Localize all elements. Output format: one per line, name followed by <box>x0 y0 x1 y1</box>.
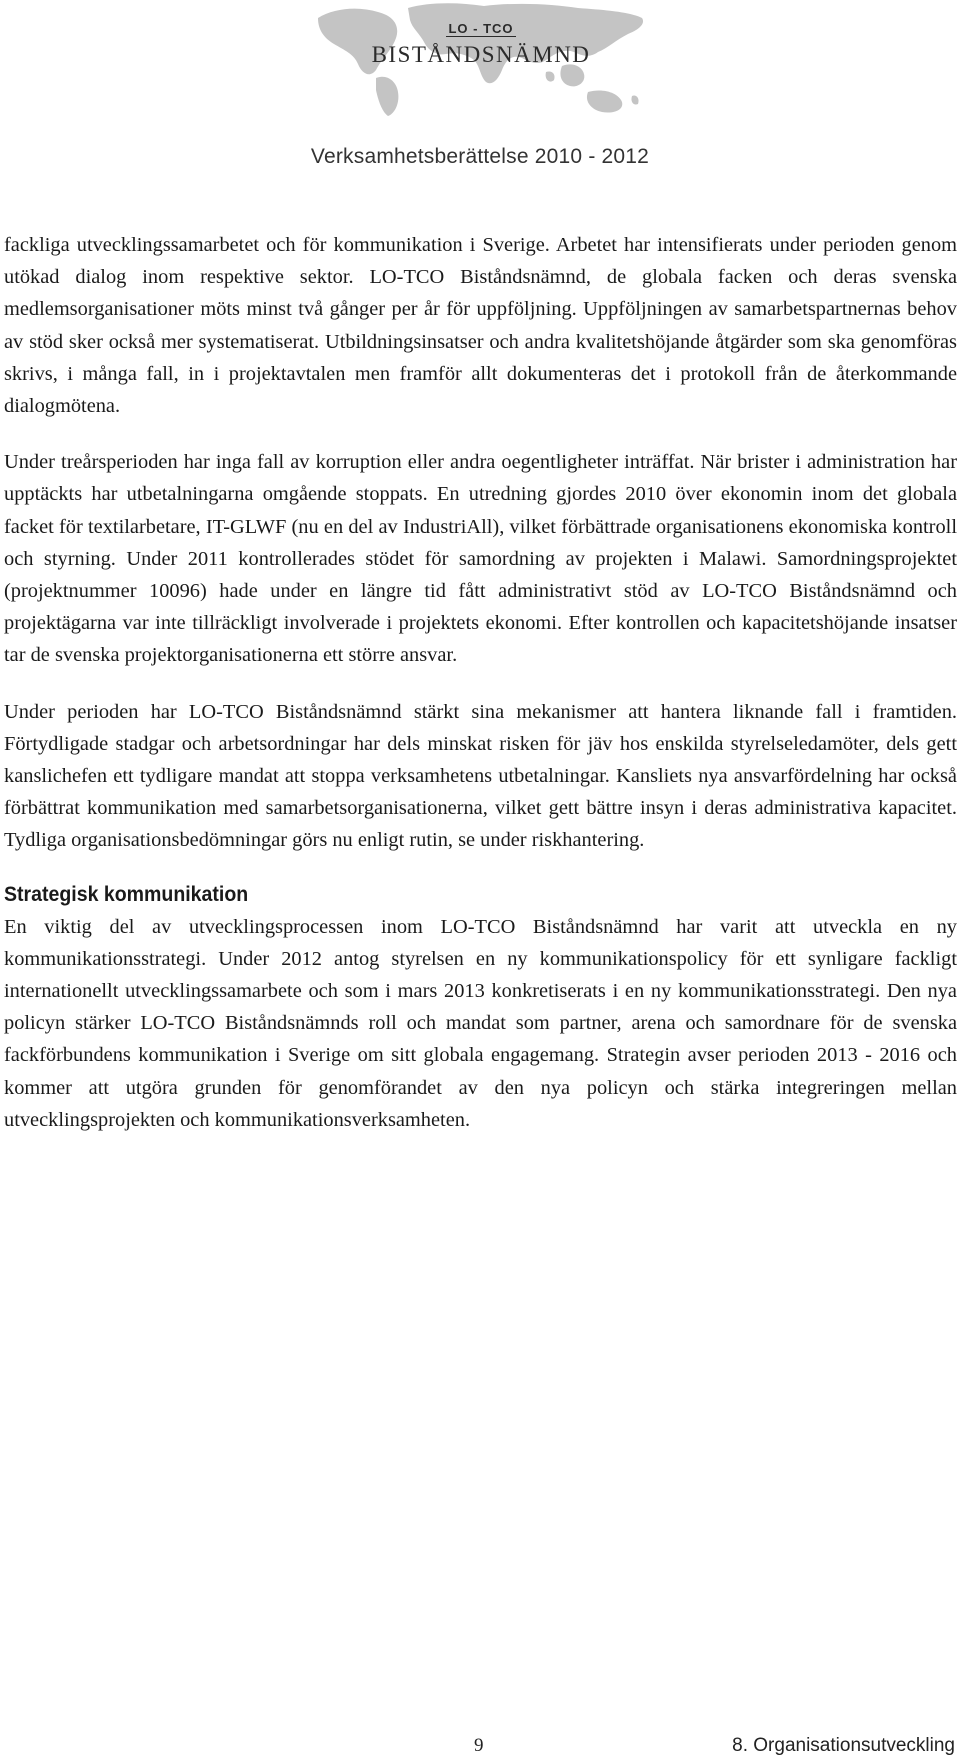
document-subtitle: Verksamhetsberättelse 2010 - 2012 <box>310 145 650 168</box>
footer-section-name: 8. Organisationsutveckling <box>732 1735 955 1756</box>
document-body <box>4 229 957 1136</box>
logo-bottom-text: BISTÅNDSNÄMND <box>371 42 591 67</box>
section-heading: Strategisk kommunikation <box>4 882 249 906</box>
body-paragraph-1: fackliga utvecklingssamarbetet och för kommunikation i Sverige. Arbetet har intensifierats under perioden genom utökad dialog inom respektive sektor. LO-TCO Biståndsnämnd, de globala facken och deras svenska medlemsorganisationer möts minst två gånger per år för uppföljning. Uppföljningen av samarbetspartnernas behov av stöd sker också mer systematiserat. Utbildningsinsatser och andra kvalitetshöjande åtgärder som ska genomföras skrivs, i många fall, in i projektavtalen men framför allt dokumenteras det i protokoll från de återkommande dialogmötena. <box>4 234 957 418</box>
logo-top-text: LO - TCO <box>448 21 514 36</box>
page-number: 9 <box>474 1735 484 1756</box>
logo <box>316 0 646 118</box>
body-paragraph-3: Under perioden har LO-TCO Biståndsnämnd stärkt sina mekanismer att hantera liknande fall i framtiden. Förtydligade stadgar och arbetsordningar har dels minskat risken för jäv hos enskilda styrelseledamöter, dels gett kanslichefen ett tydligare mandat att stoppa verksamhetens utbetalningar. Kansliets nya ansvarfördelning har också förbättrat kommunikation med samarbetsorganisationerna, vilket gett bättre insyn i deras administrativa kapacitet. Tydliga organisationsbedömningar görs nu enligt rutin, se under riskhantering. <box>4 700 957 852</box>
section-paragraph: En viktig del av utvecklingsprocessen inom LO-TCO Biståndsnämnd har varit att utveckla en ny kommunikationsstrategi. Under 2012 antog styrelsen en ny kommunikationspolicy för ett synligare fackligt internationellt utvecklingssamarbete och som i mars 2013 konkretiserats i en ny kommunikationsstrategi. Den nya policyn stärker LO-TCO Biståndsnämnds roll och mandat som partner, arena och samordnare för de svenska fackförbundens kommunikation i Sverige om sitt globala engagemang. Strategin avser perioden 2013 - 2016 och kommer att utgöra grunden för genomförandet av den nya policyn och stärka integreringen mellan utvecklingsprojekten och kommunikationsverksamheten. <box>4 915 957 1131</box>
body-paragraph-2: Under treårsperioden har inga fall av korruption eller andra oegentligheter inträffat. När brister i administration har upptäckts har utbetalningarna omgående stoppats. En utredning gjordes 2010 över ekonomin inom det globala facket för textilarbetare, IT-GLWF (nu en del av IndustriAll), vilket förbättrade organisationens ekonomiska kontroll och styrning. Under 2011 kontrollerades stödet för samordning av projekten i Malawi. Samordningsprojektet (projektnummer 10096) hade under en längre tid fått administrativt stöd av LO-TCO Biståndsnämnd och projektägarna var inte tillräckligt involverade i projektets ekonomi. Efter kontrollen och kapacitetshöjande insatser tar de svenska projektorganisationerna ett större ansvar. <box>4 451 957 667</box>
